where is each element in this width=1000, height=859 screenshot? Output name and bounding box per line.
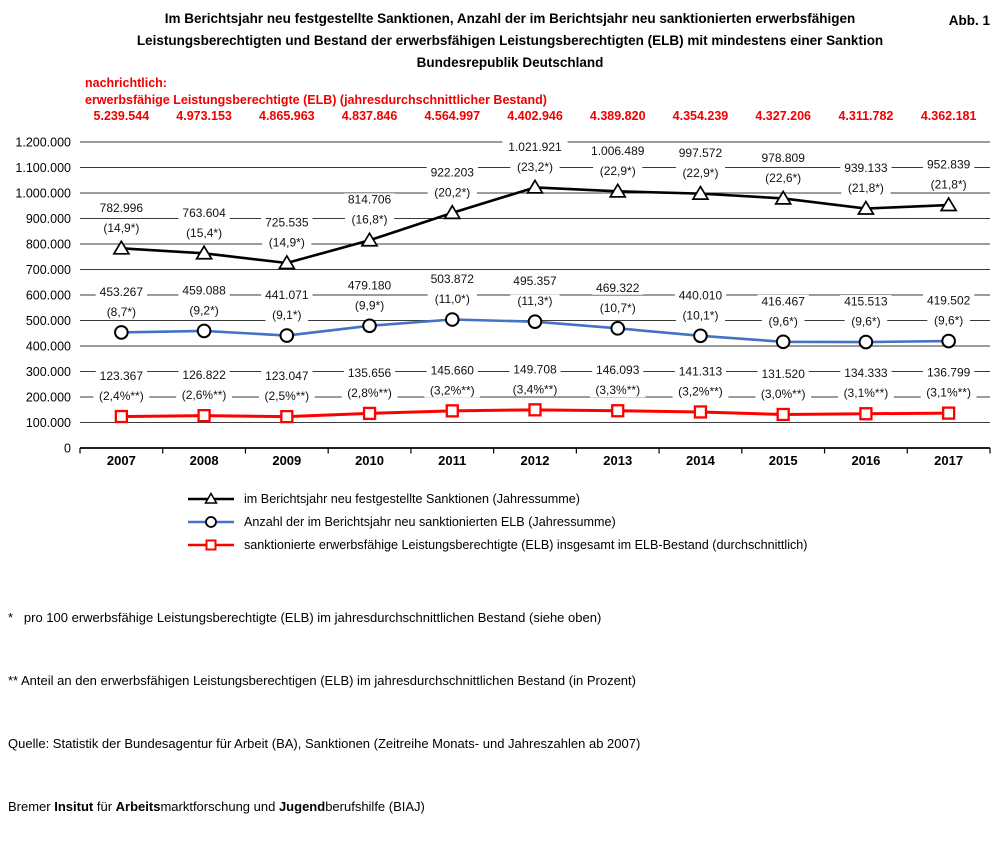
legend-label-1: Anzahl der im Berichtsjahr neu sanktionierten ELB (Jahressumme) <box>244 514 616 529</box>
svg-text:500.000: 500.000 <box>25 314 71 328</box>
footnote-biaj <box>8 796 640 817</box>
footnote-biaj-segment: berufshilfe (BIAJ) <box>325 799 425 814</box>
svg-text:922.203: 922.203 <box>430 165 474 180</box>
svg-text:(2,6%**): (2,6%**) <box>181 388 227 403</box>
elb-bestand-value: 4.973.153 <box>176 109 232 123</box>
svg-text:(2,5%**): (2,5%**) <box>264 389 310 404</box>
legend-circle-marker-icon <box>188 515 234 529</box>
svg-text:2013: 2013 <box>603 453 633 468</box>
elb-bestand-value: 4.389.820 <box>589 109 646 123</box>
y-axis-labels <box>15 136 71 456</box>
svg-text:(9,6*): (9,6*) <box>933 313 964 328</box>
svg-text:(3,3%**): (3,3%**) <box>595 383 641 398</box>
elb-bestand-value: 4.865.963 <box>259 109 315 123</box>
svg-text:1.200.000: 1.200.000 <box>15 135 71 150</box>
svg-text:(9,6*): (9,6*) <box>851 314 881 329</box>
legend-triangle-marker-icon <box>188 492 234 506</box>
svg-text:(3,4%**): (3,4%**) <box>512 382 558 397</box>
svg-text:1.006.489: 1.006.489 <box>591 143 645 158</box>
svg-text:131.520: 131.520 <box>761 366 805 381</box>
svg-text:200.000: 200.000 <box>25 390 71 405</box>
series-line-0 <box>114 180 956 268</box>
svg-text:(9,9*): (9,9*) <box>354 298 385 313</box>
legend-item-2 <box>188 533 808 556</box>
chart-title-line2: Leistungsberechtigten und Bestand der erwerbsfähigen Leistungsberechtigten (ELB) mit mindestens einer Sanktion <box>136 33 884 48</box>
svg-text:300.000: 300.000 <box>25 365 71 379</box>
svg-text:(3,1%**): (3,1%**) <box>926 385 971 400</box>
svg-text:700.000: 700.000 <box>25 263 71 277</box>
svg-text:2009: 2009 <box>272 453 302 468</box>
elb-bestand-value: 4.354.239 <box>672 109 729 123</box>
elb-bestand-value: 5.239.544 <box>93 109 150 123</box>
footnote-biaj-segment: Jugend <box>278 799 326 814</box>
legend-item-1 <box>188 510 808 533</box>
footnote-asterisk: * pro 100 erwerbsfähige Leistungsberechtigte (ELB) im jahresdurchschnittlichen Bestand (siehe oben) <box>8 610 602 625</box>
elb-bestand-value: 4.327.206 <box>755 109 811 123</box>
elb-bestand-value: 4.837.846 <box>341 109 398 123</box>
svg-text:(2,8%**): (2,8%**) <box>347 385 392 400</box>
svg-text:600.000: 600.000 <box>25 288 71 303</box>
svg-text:(2,4%**): (2,4%**) <box>99 389 144 404</box>
svg-text:782.996: 782.996 <box>99 200 144 215</box>
elb-bestand-value: 4.311.782 <box>838 109 894 123</box>
svg-text:1.100.000: 1.100.000 <box>15 161 71 175</box>
legend-label-0: im Berichtsjahr neu festgestellte Sanktionen (Jahressumme) <box>244 491 580 506</box>
svg-text:(21,8*): (21,8*) <box>930 177 967 192</box>
svg-text:2016: 2016 <box>851 453 881 468</box>
x-axis-labels <box>107 453 963 468</box>
svg-text:900.000: 900.000 <box>25 212 71 226</box>
svg-text:(15,4*): (15,4*) <box>186 225 223 240</box>
svg-text:495.357: 495.357 <box>513 274 557 289</box>
svg-text:(10,1*): (10,1*) <box>682 308 719 323</box>
svg-text:2008: 2008 <box>189 453 219 468</box>
svg-text:(21,8*): (21,8*) <box>847 181 884 196</box>
chart-title-line3: Bundesrepublik Deutschland <box>416 55 604 70</box>
svg-text:978.809: 978.809 <box>761 150 805 165</box>
footnote-double-asterisk: ** Anteil an den erwerbsfähigen Leistungsberechtigen (ELB) im jahresdurchschnittlichen Bestand (in Prozent) <box>8 673 636 688</box>
svg-text:441.071: 441.071 <box>265 288 309 303</box>
svg-text:(23,2*): (23,2*) <box>516 159 554 174</box>
svg-text:146.093: 146.093 <box>596 363 640 378</box>
footnote-biaj-segment: marktforschung und <box>160 799 279 814</box>
chart-title-line1: Im Berichtsjahr neu festgestellte Sanktionen, Anzahl der im Berichtsjahr neu sanktionierten erwerbsfähigen <box>164 11 856 26</box>
elb-bestand-value: 4.362.181 <box>920 109 977 123</box>
svg-text:(22,9*): (22,9*) <box>682 166 719 181</box>
svg-text:952.839: 952.839 <box>926 157 971 172</box>
footnotes <box>8 565 640 859</box>
elb-bestand-value: 4.564.997 <box>424 109 481 123</box>
svg-text:2011: 2011 <box>438 453 467 468</box>
svg-text:939.133: 939.133 <box>844 161 888 176</box>
figure-number-label: Abb. 1 <box>948 13 990 28</box>
svg-text:1.000.000: 1.000.000 <box>15 186 71 201</box>
elb-note-line2: erwerbsfähige Leistungsberechtigte (ELB) (jahresdurchschnittlicher Bestand) <box>85 92 547 107</box>
svg-text:145.660: 145.660 <box>430 363 474 378</box>
svg-text:(3,2%**): (3,2%**) <box>429 383 475 398</box>
svg-text:440.010: 440.010 <box>678 288 723 303</box>
footnote-source: Quelle: Statistik der Bundesagentur für Arbeit (BA), Sanktionen (Zeitreihe Monats- und Jahreszahlen ab 2007) <box>8 736 641 751</box>
svg-text:(16,8*): (16,8*) <box>351 212 388 227</box>
svg-text:415.513: 415.513 <box>844 294 888 309</box>
svg-text:(3,1%**): (3,1%**) <box>843 386 889 401</box>
svg-text:123.367: 123.367 <box>99 369 144 384</box>
svg-text:(22,6*): (22,6*) <box>765 170 802 185</box>
svg-text:479.180: 479.180 <box>347 278 392 293</box>
chart-legend <box>188 487 808 556</box>
svg-text:2014: 2014 <box>685 453 715 468</box>
svg-text:725.535: 725.535 <box>265 215 309 230</box>
footnote-biaj-segment: Insitut <box>54 799 94 814</box>
svg-text:(8,7*): (8,7*) <box>106 304 137 319</box>
svg-text:(11,3*): (11,3*) <box>517 294 553 309</box>
svg-text:134.333: 134.333 <box>844 366 888 381</box>
svg-text:997.572: 997.572 <box>678 146 723 161</box>
svg-text:(9,2*): (9,2*) <box>189 303 219 318</box>
svg-text:2012: 2012 <box>520 453 550 468</box>
svg-text:0: 0 <box>64 441 71 456</box>
series-line-2 <box>116 404 954 422</box>
svg-text:(20,2*): (20,2*) <box>434 185 471 200</box>
svg-text:1.021.921: 1.021.921 <box>508 139 562 154</box>
svg-text:2015: 2015 <box>768 453 798 468</box>
footnote-biaj-segment: für <box>93 799 116 814</box>
svg-text:453.267: 453.267 <box>99 284 144 299</box>
svg-text:800.000: 800.000 <box>25 237 71 252</box>
elb-bestand-value: 4.402.946 <box>507 109 563 123</box>
svg-text:(22,9*): (22,9*) <box>599 163 636 178</box>
svg-text:123.047: 123.047 <box>265 369 309 384</box>
svg-text:814.706: 814.706 <box>347 192 392 207</box>
svg-text:(3,0%**): (3,0%**) <box>760 386 806 401</box>
svg-text:(11,0*): (11,0*) <box>434 292 470 307</box>
legend-label-2: sanktionierte erwerbsfähige Leistungsberechtigte (ELB) insgesamt im ELB-Bestand (durchschnittlich) <box>244 537 808 552</box>
footnote-biaj-segment: Bremer <box>8 799 55 814</box>
svg-text:2010: 2010 <box>355 453 385 468</box>
svg-text:400.000: 400.000 <box>25 339 71 354</box>
svg-text:(9,1*): (9,1*) <box>272 308 302 323</box>
legend-item-0 <box>188 487 808 510</box>
svg-text:419.502: 419.502 <box>926 293 971 308</box>
svg-text:100.000: 100.000 <box>25 416 71 430</box>
svg-text:126.822: 126.822 <box>182 368 226 383</box>
svg-text:2017: 2017 <box>934 453 964 468</box>
svg-text:2007: 2007 <box>106 453 136 468</box>
svg-text:416.467: 416.467 <box>761 294 805 309</box>
svg-text:459.088: 459.088 <box>182 283 226 298</box>
svg-text:(3,2%**): (3,2%**) <box>678 384 723 399</box>
svg-text:135.656: 135.656 <box>347 365 392 380</box>
elb-note-line1: nachrichtlich: <box>85 76 167 90</box>
svg-text:136.799: 136.799 <box>926 365 971 380</box>
svg-text:763.604: 763.604 <box>182 205 226 220</box>
svg-text:503.872: 503.872 <box>430 272 474 287</box>
series-line-1 <box>115 313 955 348</box>
svg-text:(14,9*): (14,9*) <box>268 235 305 250</box>
legend-square-marker-icon <box>188 538 234 552</box>
svg-text:149.708: 149.708 <box>513 362 557 377</box>
svg-text:(14,9*): (14,9*) <box>103 220 140 235</box>
svg-text:(9,6*): (9,6*) <box>768 314 798 329</box>
svg-text:(10,7*): (10,7*) <box>599 300 636 315</box>
svg-text:469.322: 469.322 <box>596 280 640 295</box>
footnote-biaj-segment: Arbeits <box>115 799 161 814</box>
svg-text:141.313: 141.313 <box>678 364 723 379</box>
